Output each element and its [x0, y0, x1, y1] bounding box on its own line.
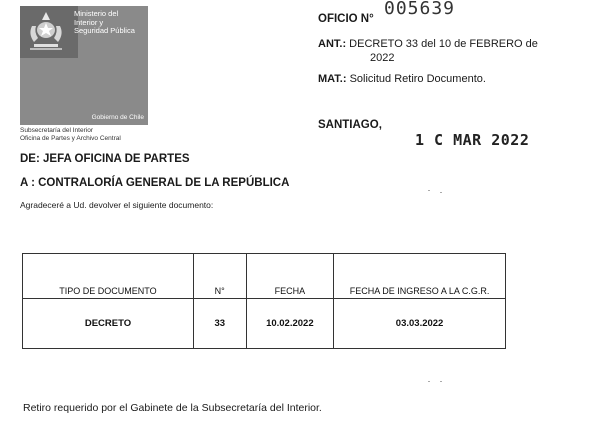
subsecretaria-label: Subsecretaría del Interior: [20, 127, 93, 134]
ministry-name: [74, 10, 146, 36]
table-row: [23, 299, 506, 349]
mat-label: MAT.:: [318, 73, 347, 85]
footer-note: Retiro requerido por el Gabinete de la Subsecretaría del Interior.: [23, 402, 322, 414]
ministry-logo: [20, 6, 148, 125]
intro-text: Agradeceré a Ud. devolver el siguiente documento:: [20, 200, 214, 210]
office-lines: [20, 127, 121, 143]
cell-tipo: DECRETO: [23, 299, 194, 349]
ant-text-line1: DECRETO 33 del 10 de FEBRERO de: [349, 38, 538, 50]
date-stamp: 1 C MAR 2022: [415, 131, 530, 149]
document-table: [22, 253, 506, 349]
cell-fecha-ingreso: 03.03.2022: [334, 299, 506, 349]
place-label: SANTIAGO,: [318, 119, 382, 131]
scan-speck: [440, 192, 442, 193]
oficio-number-stamp: 005639: [384, 0, 456, 19]
mat-text: Solicitud Retiro Documento.: [349, 73, 486, 85]
cell-fecha: 10.02.2022: [246, 299, 334, 349]
sender-line: DE: JEFA OFICINA DE PARTES: [20, 153, 190, 165]
ministry-line-2: Interior y: [74, 17, 104, 27]
header-fecha-ingreso: FECHA DE INGRESO A LA C.G.R.: [334, 254, 506, 299]
gobierno-label: Gobierno de Chile: [91, 114, 144, 121]
ministry-line-3: Seguridad Pública: [74, 26, 135, 35]
ant-label: ANT.:: [318, 38, 347, 50]
coat-of-arms-icon: [20, 6, 78, 58]
header-numero: N°: [193, 254, 246, 299]
header-tipo: TIPO DE DOCUMENTO: [23, 254, 194, 299]
antecedente: [318, 37, 588, 65]
materia: [318, 73, 486, 85]
oficio-label: OFICIO N°: [318, 13, 374, 25]
scan-speck: [440, 381, 442, 382]
header-fecha: FECHA: [246, 254, 334, 299]
ant-text-line2: 2022: [370, 52, 395, 64]
table-header-row: [23, 254, 506, 299]
recipient-line: A : CONTRALORÍA GENERAL DE LA REPÚBLICA: [20, 177, 290, 189]
cell-numero: 33: [193, 299, 246, 349]
ministry-line-1: Ministerio del: [74, 9, 119, 18]
scan-speck: [428, 381, 430, 382]
scan-speck: [428, 190, 430, 191]
oficina-label: Oficina de Partes y Archivo Central: [20, 135, 121, 142]
